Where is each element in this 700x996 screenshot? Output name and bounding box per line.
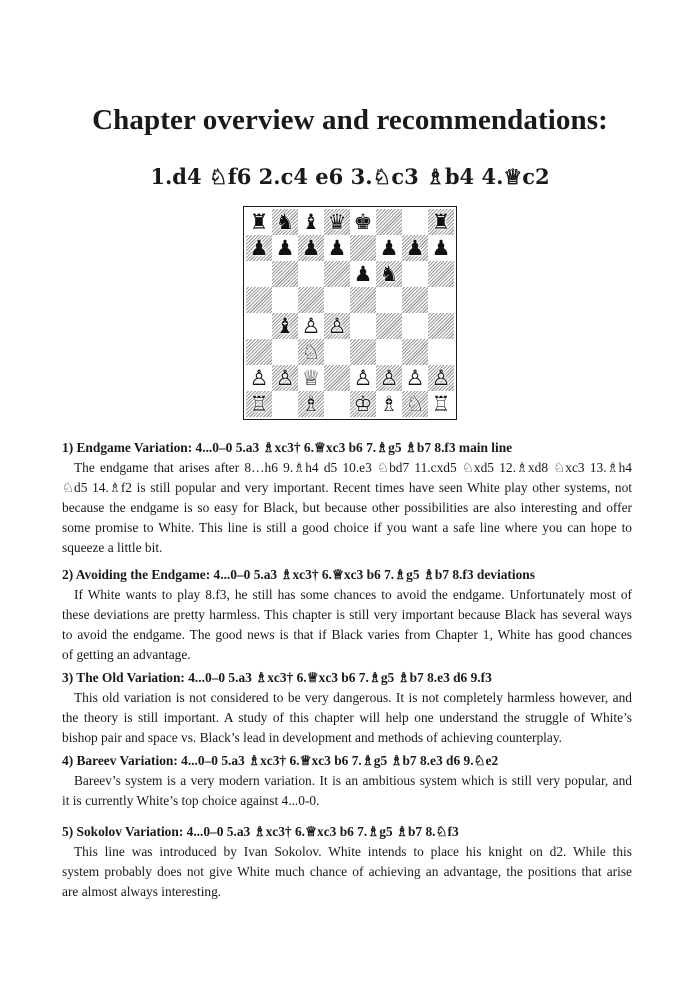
section-body (62, 585, 632, 665)
square-b7 (272, 235, 298, 261)
square-c6 (298, 261, 324, 287)
section-heading: 3) The Old Variation: 4...0–0 5.a3 ♗xc3† 6.♕xc3 b6 7.♗g5 ♗b7 8.e3 d6 9.f3 (62, 670, 492, 685)
square-f7 (376, 235, 402, 261)
page-subtitle: 1.d4 ♘f6 2.c4 e6 3.♘c3 ♗b4 4.♕c2 (150, 164, 550, 189)
section-heading: 5) Sokolov Variation: 4...0–0 5.a3 ♗xc3† 6.♕xc3 b6 7.♗g5 ♗b7 8.♘f3 (62, 824, 459, 839)
square-h7 (428, 235, 454, 261)
square-c7 (298, 235, 324, 261)
body-line: these deviations are pretty harmless. This chapter is still very important because Black has several ways (62, 607, 632, 622)
chess-piece: ♟ (327, 236, 347, 260)
page-title: Chapter overview and recommendations: (92, 104, 608, 136)
square-a4 (246, 313, 272, 339)
square-g1 (402, 391, 428, 417)
square-c8 (298, 209, 324, 235)
square-e4 (350, 313, 376, 339)
square-c4 (298, 313, 324, 339)
square-h6 (428, 261, 454, 287)
square-f2 (376, 365, 402, 391)
square-a3 (246, 339, 272, 365)
chess-piece: ♖ (249, 392, 269, 416)
chess-piece: ♞ (379, 262, 399, 286)
square-c5 (298, 287, 324, 313)
chess-piece: ♜ (249, 210, 269, 234)
chess-piece: ♔ (353, 392, 373, 416)
body-line: If White wants to play 8.f3, he still has some chances to avoid the endgame. Unfortunately most of (74, 587, 632, 602)
chess-piece: ♙ (353, 366, 373, 390)
square-h4 (428, 313, 454, 339)
square-e3 (350, 339, 376, 365)
section-heading: 4) Bareev Variation: 4...0–0 5.a3 ♗xc3† 6.♕xc3 b6 7.♗g5 ♗b7 8.e3 d6 9.♘e2 (62, 753, 499, 768)
chess-piece: ♛ (327, 210, 347, 234)
chess-piece: ♝ (301, 210, 321, 234)
square-f5 (376, 287, 402, 313)
square-e8 (350, 209, 376, 235)
square-a1 (246, 391, 272, 417)
chess-piece: ♕ (301, 366, 321, 390)
square-e1 (350, 391, 376, 417)
chess-piece: ♙ (431, 366, 451, 390)
chess-piece: ♟ (301, 236, 321, 260)
chess-piece: ♙ (405, 366, 425, 390)
square-d8 (324, 209, 350, 235)
square-g8 (402, 209, 428, 235)
section-endgame-variation (62, 438, 632, 558)
section-avoiding-endgame (62, 565, 632, 665)
chess-piece: ♙ (301, 314, 321, 338)
body-line: some promise to White. This line is still a good choice if you want a safe line where you can hope to (62, 520, 632, 535)
square-b6 (272, 261, 298, 287)
square-b2 (272, 365, 298, 391)
square-h2 (428, 365, 454, 391)
chess-piece: ♝ (275, 314, 295, 338)
square-d3 (324, 339, 350, 365)
section-body (62, 458, 632, 558)
chess-piece: ♞ (275, 210, 295, 234)
chess-piece: ♟ (405, 236, 425, 260)
square-h1 (428, 391, 454, 417)
square-g3 (402, 339, 428, 365)
square-g7 (402, 235, 428, 261)
body-line: This old variation is not considered to be very dangerous. It is not completely harmless however, and (74, 690, 632, 705)
body-line: to avoid the endgame. The good news is that if Black varies from Chapter 1, White has good chances (62, 627, 632, 642)
body-line: ♘d5 14.♗f2 is still popular and very important. Recent times have seen White play other systems, not (62, 480, 632, 495)
square-b1 (272, 391, 298, 417)
body-line: bishop pair and space vs. Black’s lead in development and methods of achieving counterplay. (62, 730, 563, 745)
chess-piece: ♟ (379, 236, 399, 260)
square-a7 (246, 235, 272, 261)
square-e6 (350, 261, 376, 287)
chess-piece: ♚ (353, 210, 373, 234)
square-d7 (324, 235, 350, 261)
square-a2 (246, 365, 272, 391)
chess-piece: ♟ (275, 236, 295, 260)
square-c1 (298, 391, 324, 417)
section-bareev-variation (62, 751, 632, 811)
square-d5 (324, 287, 350, 313)
square-c3 (298, 339, 324, 365)
square-e5 (350, 287, 376, 313)
square-h8 (428, 209, 454, 235)
body-line: system probably does not give White much chance of achieving an advantage, the positions that arise (62, 864, 632, 879)
body-line: of getting an advantage. (62, 647, 191, 662)
square-g6 (402, 261, 428, 287)
chess-piece: ♘ (405, 392, 425, 416)
chess-piece: ♗ (379, 392, 399, 416)
body-line: because the endgame is so easy for Black, but because other possibilities are also interesting and offer (62, 500, 632, 515)
section-heading: 2) Avoiding the Endgame: 4...0–0 5.a3 ♗xc3† 6.♕xc3 b6 7.♗g5 ♗b7 8.f3 deviations (62, 567, 535, 582)
body-line: Bareev’s system is a very modern variation. It is an ambitious system which is still very popular, and (74, 773, 632, 788)
chess-piece: ♙ (379, 366, 399, 390)
square-d6 (324, 261, 350, 287)
chess-piece: ♙ (275, 366, 295, 390)
chess-piece: ♙ (249, 366, 269, 390)
square-f1 (376, 391, 402, 417)
chess-piece: ♟ (353, 262, 373, 286)
square-b5 (272, 287, 298, 313)
body-line: it is currently White’s top choice against 4...0-0. (62, 793, 320, 808)
square-f4 (376, 313, 402, 339)
square-a6 (246, 261, 272, 287)
section-sokolov-variation (62, 822, 632, 902)
square-f6 (376, 261, 402, 287)
square-a8 (246, 209, 272, 235)
chess-piece: ♗ (301, 392, 321, 416)
chess-piece: ♖ (431, 392, 451, 416)
square-b4 (272, 313, 298, 339)
section-body (62, 771, 632, 811)
chess-piece: ♙ (327, 314, 347, 338)
body-line: This line was introduced by Ivan Sokolov. White intends to place his knight on d2. While this (74, 844, 632, 859)
square-d2 (324, 365, 350, 391)
section-body (62, 688, 632, 748)
square-g4 (402, 313, 428, 339)
chess-piece: ♘ (301, 340, 321, 364)
square-b8 (272, 209, 298, 235)
square-f8 (376, 209, 402, 235)
body-line: The endgame that arises after 8…h6 9.♗h4 d5 10.e3 ♘bd7 11.cxd5 ♘xd5 12.♗xd8 ♘xc3 13.♗h4 (74, 460, 632, 475)
chess-board (246, 209, 454, 417)
square-h5 (428, 287, 454, 313)
chess-piece: ♜ (431, 210, 451, 234)
square-c2 (298, 365, 324, 391)
square-f3 (376, 339, 402, 365)
square-a5 (246, 287, 272, 313)
chess-piece: ♟ (249, 236, 269, 260)
square-b3 (272, 339, 298, 365)
square-h3 (428, 339, 454, 365)
square-d4 (324, 313, 350, 339)
section-body (62, 842, 632, 902)
body-line: are almost always interesting. (62, 884, 222, 899)
body-line: the theory is still important. A study of this chapter will help one understand the struggle of White’s (62, 710, 632, 725)
square-e7 (350, 235, 376, 261)
section-heading: 1) Endgame Variation: 4...0–0 5.a3 ♗xc3† 6.♕xc3 b6 7.♗g5 ♗b7 8.f3 main line (62, 440, 513, 455)
section-old-variation (62, 668, 632, 748)
square-d1 (324, 391, 350, 417)
body-line: squeeze a little bit. (62, 540, 163, 555)
chess-diagram (243, 206, 457, 420)
chess-piece: ♟ (431, 236, 451, 260)
square-g2 (402, 365, 428, 391)
square-e2 (350, 365, 376, 391)
square-g5 (402, 287, 428, 313)
